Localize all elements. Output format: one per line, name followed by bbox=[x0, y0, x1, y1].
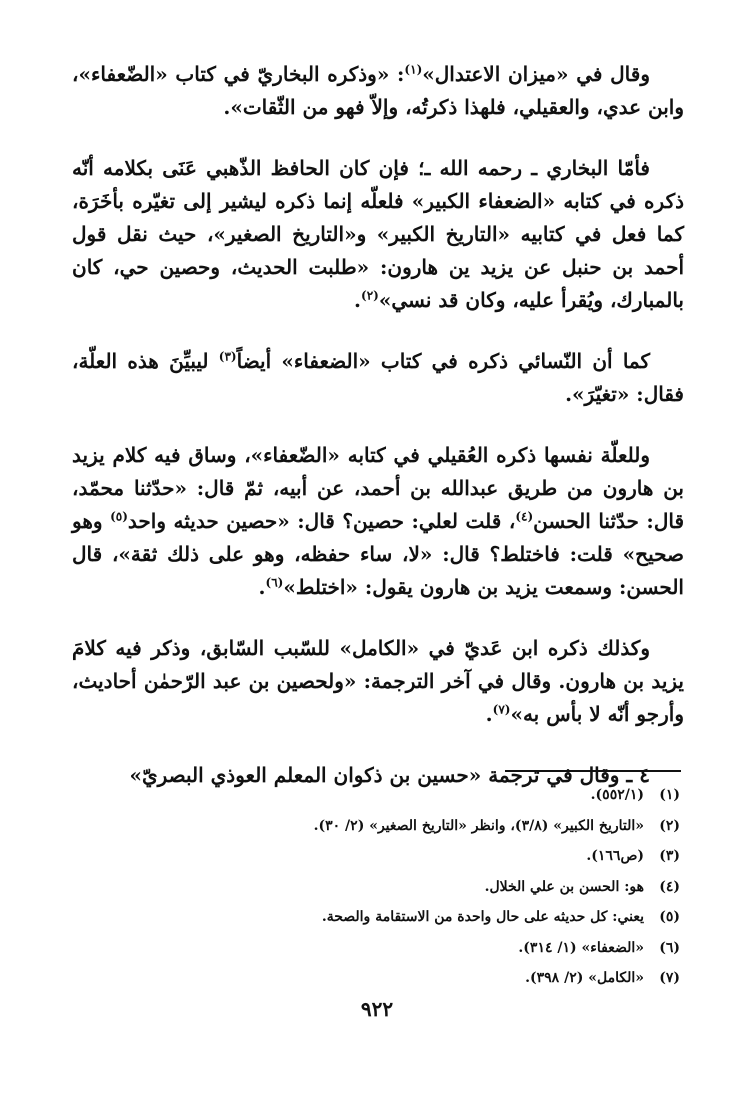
footnote-item bbox=[180, 933, 680, 964]
paragraph-2: فأمّا البخاري ـ رحمه الله ـ؛ فإن كان الحافظ الذّهبي عَنَى بكلامه أنّه ذكره في كتابه «الضعفاء الكبير» فلعلّه إنما ذكره ليشير إلى تغيّره بأخَرَة، كما فعل في كتابيه «التاريخ الكبير» و«التاريخ الصغير»، حيث نقل قول أحمد بن حنبل عن يزيد ين هارون: «طلبت الحديث، وحصين حي، كان بالمبارك، ويُقرأ عليه، وكان قد نسي»$^{(٢)}$. bbox=[72, 156, 684, 312]
paragraph-4: وللعلّة نفسها ذكره العُقيلي في كتابه «الضّعفاء»، وساق فيه كلام يزيد بن هارون من طريق عبدالله بن أحمد، عن أبيه، ثمّ قال: «حدّثنا محمّد، قال: حدّثنا الحسن$^{(٤)}$، قلت لعلي: حصين؟ قال: «حصين حديثه واحد$^{(٥)}$ وهو صحيح» قلت: فاختلط؟ قال: «لا، ساء حفظه، وهو على ذلك ثقة»، قال الحسن: وسمعت يزيد بن هارون يقول: «اختلط»$^{(٦)}$. bbox=[72, 443, 685, 599]
footnote-ref[interactable]: (٢) bbox=[361, 288, 379, 303]
footnote-number: (٤) bbox=[659, 878, 680, 895]
footnote-text: «التاريخ الكبير» (٣/٨)، وانظر «التاريخ الصغير» (٢/ ٣٠). bbox=[313, 817, 644, 834]
footnote-item bbox=[180, 902, 680, 933]
paragraph-6: ٤ ـ وقال في ترجمة «حسين بن ذكوان المعلم العوذي البصريّ» bbox=[129, 763, 650, 787]
page-number: ٩٢٢ bbox=[360, 997, 394, 1021]
footnote-text: «الضعفاء» (١/ ٣١٤). bbox=[518, 939, 644, 956]
footnote-ref[interactable]: (٣) bbox=[218, 349, 237, 364]
footnote-item bbox=[180, 780, 680, 811]
footnote-item bbox=[180, 811, 680, 842]
footnote-text: «الكامل» (٢/ ٣٩٨). bbox=[525, 970, 644, 986]
footnote-ref[interactable]: (٥) bbox=[110, 509, 128, 524]
footnote-ref[interactable]: (٧) bbox=[492, 702, 511, 717]
footnote-ref[interactable]: (٦) bbox=[265, 575, 284, 590]
footnote-text: (ص١٦٦). bbox=[586, 848, 644, 864]
paragraph-3: كما أن النّسائي ذكره في كتاب «الضعفاء» أيضاً$^{(٣)}$ ليبيِّنَ هذه العلّة، فقال: «تغيّرَ». bbox=[72, 349, 684, 406]
footnote-text: (٥٥٢/١). bbox=[590, 787, 644, 803]
footnote-number: (٦) bbox=[659, 939, 680, 956]
footnote-item bbox=[180, 841, 680, 872]
paragraph-1: وقال في «ميزان الاعتدال»$^{(١)}$: «وذكره البخاريّ في كتاب «الضّعفاء»، وابن عدي، والعقيلي، فلهذا ذكرتُه، وإلاّ فهو من الثّقات». bbox=[72, 62, 684, 119]
footnote-number: (٧) bbox=[659, 970, 680, 986]
footnote-number: (١) bbox=[659, 787, 680, 803]
footnote-text: هو: الحسن بن علي الخلال. bbox=[484, 878, 644, 895]
footnote-ref[interactable]: (١) bbox=[404, 62, 423, 77]
footnotes-list bbox=[180, 780, 680, 994]
footnote-text: يعني: كل حديثه على حال واحدة من الاستقامة والصحة. bbox=[321, 909, 644, 925]
footnote-number: (٢) bbox=[659, 817, 680, 834]
footnote-number: (٥) bbox=[659, 909, 680, 925]
main-text bbox=[72, 58, 684, 792]
footnote-ref[interactable]: (٤) bbox=[515, 509, 534, 524]
paragraph-5: وكذلك ذكره ابن عَديّ في «الكامل» للسّبب السّابق، وذكر فيه كلامَ يزيد بن هارون. وقال في آخر الترجمة: «ولحصين بن عبد الرّحمٰن أحاديث، وأرجو أنّه لا بأس به»$^{(٧)}$. bbox=[72, 636, 684, 726]
footnote-separator bbox=[505, 770, 681, 772]
footnote-item bbox=[180, 963, 680, 994]
footnote-number: (٣) bbox=[659, 848, 680, 864]
footnote-item bbox=[180, 872, 680, 903]
